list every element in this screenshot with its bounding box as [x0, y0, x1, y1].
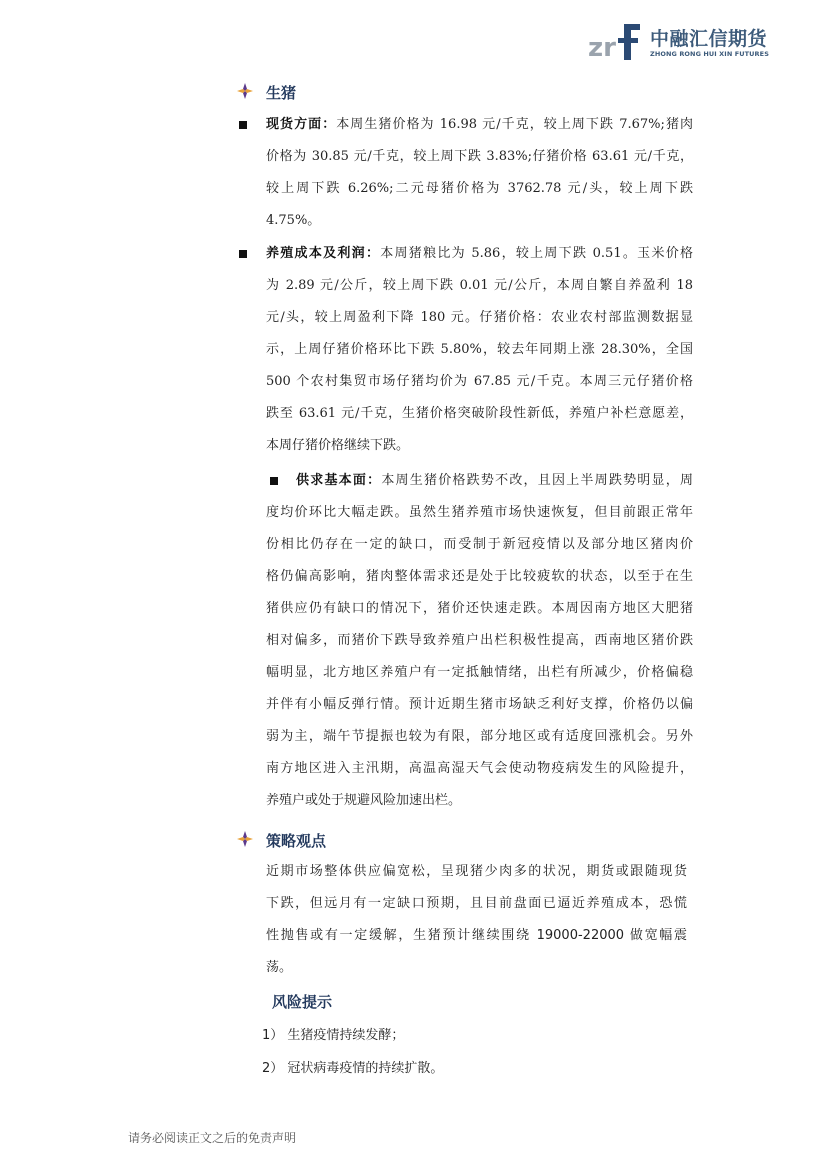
square-bullet-icon	[239, 250, 247, 258]
footer-disclaimer: 请务必阅读正文之后的免责声明	[128, 1131, 297, 1145]
section-title-strategy: 策略观点	[266, 832, 327, 850]
risk-item: 2） 冠状病毒疫情的持续扩散。	[262, 1061, 444, 1076]
supply-demand-label: 供求基本面：	[296, 473, 382, 488]
strategy-paragraph: 近期市场整体供应偏宽松，呈现猪少肉多的状况，期货或跟随现货 下跌，但远月有一定缺口预期，且目前盘面已逼近养殖成本，恐慌 性抛售或有一定缓解，生猪预计继续围绕 19000-22000 做宽幅震 荡。	[266, 864, 687, 975]
diamond-bullet-icon	[237, 831, 253, 847]
svg-text:zr: zr	[588, 33, 616, 62]
supply-demand-first-line: 供求基本面：本周生猪价格跌势不改，且因上半周跌势明显，周	[296, 473, 693, 488]
supply-demand-paragraph: 度均价环比大幅走跌。虽然生猪养殖市场快速恢复，但目前跟正常年 份相比仍存在一定的缺口，而受制于新冠疫情以及部分地区猪肉价 格仍偏高影响，猪肉整体需求还是处于比较疲软的状态，以至于在生 猪供应仍有缺口的情况下，猪价还快速走跌。本周因南方地区大肥猪 相对偏多，而猪价下跌导致养殖户出栏积极性提高，西南地区猪价跌 幅明显，北方地区养殖户有一定抵触情绪，出栏有所减少，价格偏稳 并伴有小幅反弹行情。预计近期生猪市场缺乏利好支撑，价格仍以偏 弱为主，端午节提振也较为有限，部分地区或有适度回涨机会。另外 南方地区进入主汛期，高温高湿天气会使动物疫病发生的风险提升， 养殖户或处于规避风险加速出栏。	[266, 505, 693, 808]
section-title-hog: 生猪	[266, 84, 297, 102]
company-logo	[588, 20, 778, 62]
diamond-bullet-icon	[237, 83, 253, 99]
square-bullet-icon	[270, 477, 278, 485]
section-title-risk: 风险提示	[272, 993, 333, 1011]
spot-label: 现货方面：	[266, 117, 337, 132]
risk-item: 1） 生猪疫情持续发酵；	[262, 1028, 405, 1043]
zrf-logo-mark-icon	[588, 22, 643, 62]
square-bullet-icon	[239, 121, 247, 129]
logo-chinese-name: 中融汇信期货	[650, 28, 768, 50]
cost-profit-label: 养殖成本及利润：	[266, 246, 381, 261]
logo-english-name: ZHONG RONG HUI XIN FUTURES	[650, 50, 769, 58]
spot-paragraph: 现货方面：本周生猪价格为 16.98 元/千克，较上周下跌 7.67%;猪肉 价格为 30.85 元/千克，较上周下跌 3.83%;仔猪价格 63.61 元/千克， 较上周下跌 6.26%;二元母猪价格为 3762.78 元/头，较上周下跌 4.75%。	[266, 117, 693, 228]
cost-profit-paragraph: 养殖成本及利润：本周猪粮比为 5.86，较上周下跌 0.51。玉米价格 为 2.89 元/公斤，较上周下跌 0.01 元/公斤，本周自繁自养盈利 18 元/头，较上周盈利下降 180 元。仔猪价格：农业农村部监测数据显 示，上周仔猪价格环比下跌 5.80%，较去年同期上涨 28.30%，全国 500 个农村集贸市场仔猪均价为 67.85 元/千克。本周三元仔猪价格 跌至 63.61 元/千克，生猪价格突破阶段性新低，养殖户补栏意愿差， 本周仔猪价格继续下跌。	[266, 246, 693, 453]
